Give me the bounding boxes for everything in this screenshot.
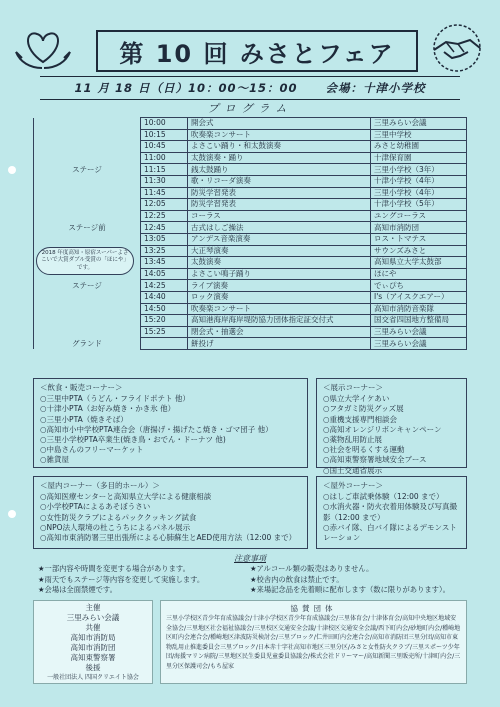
food-item: ○十津小PTA（お好み焼き・かき氷 他）	[40, 404, 176, 414]
food-corner-header: ＜飲食・販売コーナー＞	[40, 383, 123, 392]
schedule-category	[34, 233, 141, 245]
schedule-event: 大正琴演奏	[188, 245, 371, 257]
food-item: ○三里中PTA（うどん・フライドポテト 他）	[40, 394, 190, 404]
notes-title: 注意事項	[234, 554, 266, 563]
schedule-performer: サウンズみさと	[371, 245, 467, 257]
schedule-row	[34, 152, 467, 164]
schedule-performer: 高知市消防音楽隊	[371, 303, 467, 315]
schedule-performer: I's（アイスクエアー）	[371, 291, 467, 303]
food-item: ○三里小学校PTA卒業生(焼き鳥・おでん・ドーナツ 他)	[40, 435, 226, 445]
program-table	[33, 117, 467, 350]
schedule-row	[34, 280, 467, 292]
indoor-item: ○高知市東消防署三里出張所による心肺蘇生とAED使用方法（12:00 まで）	[40, 533, 297, 543]
schedule-time: 14:50	[141, 303, 188, 315]
display-item: ○フタガミ防災グッズ展	[323, 404, 404, 414]
food-item: ○三里小PTA（焼きそば）	[40, 414, 128, 424]
schedule-performer: ほにや	[371, 268, 467, 280]
note-item: ★来場記念品を先着順に配布します（数に限りがあります）。	[250, 585, 450, 595]
display-item: ○重機支援専門相談会	[323, 414, 398, 424]
schedule-time: 11:15	[141, 164, 188, 176]
schedule-time: 15:20	[141, 315, 188, 327]
schedule-row	[34, 210, 467, 222]
notes-left	[38, 564, 248, 596]
outdoor-item: ○はしご車試乗体験（12:00 まで）	[323, 492, 444, 502]
schedule-performer: 十津小学校（4年）	[371, 175, 467, 187]
event-datetime	[40, 76, 460, 100]
schedule-row	[34, 129, 467, 141]
heart-hands-logo	[12, 22, 74, 74]
outdoor-item: ○赤バイ隊、白バイ隊によるデモンストレーション	[323, 522, 457, 543]
schedule-row	[34, 118, 467, 130]
schedule-event: アンデス音楽演奏	[188, 233, 371, 245]
notes-right	[250, 564, 470, 596]
schedule-category	[34, 315, 141, 327]
indoor-corner-header: ＜屋内コーナー（多目的ホール）＞	[40, 481, 160, 490]
food-item: ○中島さんのフリーマーケット	[40, 445, 144, 455]
schedule-event: 防災学習発表	[188, 199, 371, 211]
schedule-performer: でぃぴち	[371, 280, 467, 292]
schedule-row	[34, 187, 467, 199]
food-item: ○雑貨屋	[40, 455, 70, 465]
schedule-event: 太鼓演奏・踊り	[188, 152, 371, 164]
display-corner-header: ＜展示コーナー＞	[323, 383, 383, 392]
display-corner	[316, 378, 467, 475]
host-name: 三里みらい会議	[66, 613, 120, 622]
schedule-time: 14:25	[141, 280, 188, 292]
schedule-category	[34, 326, 141, 338]
page-title: 第 10 回 みさとフェア	[96, 30, 418, 72]
schedule-time: 13:25	[141, 245, 188, 257]
schedule-time: 12:05	[141, 199, 188, 211]
schedule-event: 高知港海岸海岸堤防協力団体指定証交付式	[188, 315, 371, 327]
schedule-event: 古式はしご操法	[188, 222, 371, 234]
schedule-row	[34, 303, 467, 315]
display-item: ○高知東警察署地域安全ブース	[323, 455, 427, 465]
schedule-category	[34, 129, 141, 141]
schedule-time: 12:45	[141, 222, 188, 234]
note-item: ★校舎内の飲食は禁止です。	[250, 574, 344, 584]
schedule-row	[34, 315, 467, 327]
schedule-category	[34, 199, 141, 211]
schedule-category	[34, 152, 141, 164]
organizer-box	[33, 600, 153, 684]
schedule-time: 13:05	[141, 233, 188, 245]
schedule-row	[34, 291, 467, 303]
indoor-item: ○女性防災クラブによるパッククッキング試食	[40, 512, 197, 522]
indoor-item: ○高知医療センターと高知県立大学による健康相談	[40, 492, 212, 502]
schedule-time: 13:45	[141, 257, 188, 269]
note-item: ★会場は全面禁煙です。	[38, 585, 117, 595]
schedule-category: グランド	[34, 338, 141, 350]
display-item: ○県立大学イケあい	[323, 394, 390, 404]
schedule-time: 10:45	[141, 141, 188, 153]
schedule-performer: 三里中学校	[371, 129, 467, 141]
schedule-category	[34, 141, 141, 153]
schedule-performer: ロス・トマテス	[371, 233, 467, 245]
schedule-performer: 十津小学校（5年）	[371, 199, 467, 211]
food-sales-corner	[33, 378, 308, 468]
honiya-callout: 2018 年度高知・原宿スーパーよさこいで大賞ダブル受賞の「ほにや」です。	[36, 247, 134, 275]
outdoor-corner-header: ＜屋外コーナー＞	[323, 481, 383, 490]
schedule-row	[34, 141, 467, 153]
food-item: ○高知市小中学校PTA連合会（唐揚げ・揚げたこ焼き・ゴマ団子 他）	[40, 424, 273, 434]
schedule-time	[141, 338, 188, 350]
indoor-item: ○小学校PTAによるあそぼうさい	[40, 502, 151, 512]
schedule-time: 11:00	[141, 152, 188, 164]
schedule-row	[34, 338, 467, 350]
schedule-time: 15:25	[141, 326, 188, 338]
event-venue: 会場：十津小学校	[325, 81, 426, 95]
schedule-event: 防災学習発表	[188, 187, 371, 199]
binder-hole	[8, 166, 16, 174]
event-date: 11 月 18 日（日）10：00～15：00	[74, 81, 298, 95]
host-label: 主催	[85, 603, 101, 612]
schedule-performer: 高知県立大学太鼓部	[371, 257, 467, 269]
display-item: ○薬物乱用防止展	[323, 435, 383, 445]
schedule-performer: 国交省四国地方整備局	[371, 315, 467, 327]
indoor-corner	[33, 476, 308, 549]
schedule-event: コーラス	[188, 210, 371, 222]
display-item: ○高知オレンジリボンキャンペーン	[323, 424, 442, 434]
display-item: ○社会を明るくする運動	[323, 445, 405, 455]
cohost-name: 高知市消防団	[70, 643, 116, 652]
schedule-category	[34, 210, 141, 222]
schedule-event: よさこい踊り・和太鼓演奏	[188, 141, 371, 153]
schedule-event: よさこい鳴子踊り	[188, 268, 371, 280]
schedule-performer: ユングコーラス	[371, 210, 467, 222]
schedule-event: ライブ演奏	[188, 280, 371, 292]
sponsor-box	[160, 600, 467, 684]
schedule-performer: 三里小学校（4年）	[371, 187, 467, 199]
support-label: 後援	[85, 663, 101, 672]
schedule-time: 12:25	[141, 210, 188, 222]
schedule-event: 歌・リコーダ演奏	[188, 175, 371, 187]
outdoor-item: ○水消火器・防火衣着用体験及び写真撮影（12:00 まで）	[323, 502, 458, 522]
schedule-performer: 十津保育園	[371, 152, 467, 164]
indoor-item: ○NPO法人環境の杜こうちによるパネル展示	[40, 522, 191, 532]
schedule-time: 10:00	[141, 118, 188, 130]
schedule-event: 餅投げ	[188, 338, 371, 350]
cohost-name: 高知東警察署	[70, 653, 116, 662]
sponsor-list: 三里小学校区青少年育成協議会/十津小学校区青少年育成協議会/三里体育会/十津体育会/高知中央地区地域安全協会/三里地区社会福祉協議会/三里校区交通安全会議/十津校区交通安全会議/西下町内会/砂地町内会/種崎地区町内会連合会/種崎地区津波防災検討会/三里ブロック/仁井田町内会連合会/高知市消防団三里分団/高知市東物乱用止推進委員会三里ブロック/日本赤十字社高知市地区三里分区/みさと女性防火クラブ/三里スポーツ少年団/海援マリン病院/三里地区民生委員児童委員協議会/株式会社ドリーマー/高知新聞三里販売所/十津町内会/三里分区保護司会/もち屋家	[166, 615, 461, 670]
schedule-performer: 三里みらい会議	[371, 118, 467, 130]
schedule-row	[34, 326, 467, 338]
schedule-category	[34, 303, 141, 315]
sponsor-title: 協賛団体	[290, 604, 337, 613]
schedule-performer: 三里小学校（3年）	[371, 164, 467, 176]
schedule-row	[34, 175, 467, 187]
schedule-time: 11:30	[141, 175, 188, 187]
schedule-event: 閉会式・抽選会	[188, 326, 371, 338]
schedule-category	[34, 118, 141, 130]
schedule-event: ロック演奏	[188, 291, 371, 303]
schedule-time: 11:45	[141, 187, 188, 199]
schedule-event: 開会式	[188, 118, 371, 130]
schedule-performer: 高知市消防団	[371, 222, 467, 234]
schedule-event: 銭太鼓踊り	[188, 164, 371, 176]
schedule-time: 14:05	[141, 268, 188, 280]
schedule-performer: 三里みらい会議	[371, 326, 467, 338]
schedule-row	[34, 164, 467, 176]
schedule-category: ステージ	[34, 164, 141, 176]
note-item: ★一部内容や時間を変更する場合があります。	[38, 564, 190, 573]
schedule-performer: みさと幼稚園	[371, 141, 467, 153]
binder-hole	[8, 510, 16, 518]
schedule-time: 10:15	[141, 129, 188, 141]
note-item: ★雨天でもステージ等内容を変更して実施します。	[38, 574, 205, 584]
cohost-name: 高知市消防局	[70, 633, 116, 642]
schedule-category	[34, 291, 141, 303]
schedule-event: 吹奏楽コンサート	[188, 129, 371, 141]
schedule-performer: 三里みらい会議	[371, 338, 467, 350]
schedule-time: 14:40	[141, 291, 188, 303]
schedule-event: 吹奏楽コンサート	[188, 303, 371, 315]
schedule-row	[34, 233, 467, 245]
schedule-category	[34, 175, 141, 187]
schedule-category: ステージ	[34, 280, 141, 292]
program-heading: プログラム	[207, 102, 293, 115]
cohost-label: 共催	[85, 623, 101, 632]
schedule-category: ステージ前	[34, 222, 141, 234]
schedule-category	[34, 187, 141, 199]
note-item: ★アルコール類の販売はありません。	[250, 564, 374, 573]
display-item: ○国土交通省展示	[323, 465, 383, 475]
schedule-event: 太鼓演奏	[188, 257, 371, 269]
schedule-row	[34, 222, 467, 234]
handshake-logo	[424, 22, 490, 74]
outdoor-corner	[316, 476, 467, 549]
support-name: 一般社団法人 四国クリエイト協会	[47, 674, 139, 681]
schedule-row	[34, 199, 467, 211]
